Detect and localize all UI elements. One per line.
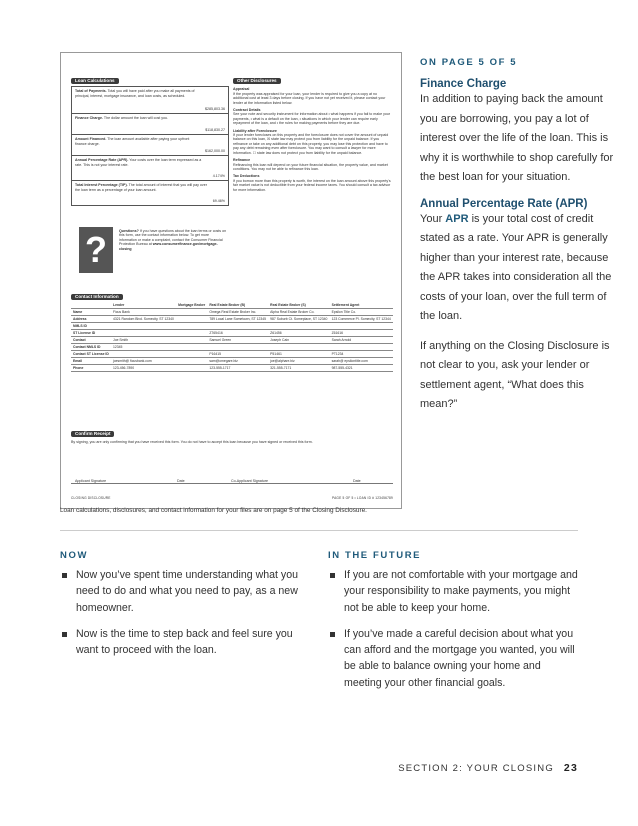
disclosure-block [233, 108, 393, 126]
apr-text-pre: Your [420, 212, 446, 225]
loan-calc-desc: The total amount of interest that you will pay over the loan term as a percentage of your loan amount. [75, 183, 207, 192]
list-item: If you’ve made a careful decision about what you can afford and the mortgage you wanted, you will be able to balance owning your home and meeting your other financial goals. [328, 626, 578, 691]
loan-calculations-table [71, 86, 229, 206]
apr-text-post: is your total cost of credit stated as a rate. Your APR is generally higher than your interest rate, because the APR takes into consideration all the costs of your loan, over the full term of the loan. [420, 212, 612, 322]
loan-calc-label: Finance Charge. [75, 116, 103, 121]
loan-calculations-tab: Loan Calculations [71, 78, 119, 84]
table-cell: P51461 [268, 351, 329, 358]
table-cell [207, 344, 268, 351]
questions-body: If you have questions about the loan terms or costs on this form, use the contact information below. To get more information or make a complaint, contact the Consumer Financial Protection Bureau at [119, 229, 227, 247]
table-row [71, 323, 393, 330]
table-cell [111, 351, 176, 358]
disclosure-title: Contract Details [233, 108, 261, 113]
table-cell: Phone [71, 365, 111, 372]
co-applicant-date-label: Date [353, 478, 361, 483]
disclosure-block [233, 174, 393, 192]
future-column [328, 550, 578, 701]
table-cell [330, 344, 393, 351]
sidebar-notes [420, 57, 620, 415]
disclosure-title: Liability after Foreclosure [233, 128, 277, 133]
table-cell: Address [71, 316, 111, 323]
list-item: Now is the time to step back and feel sure you want to proceed with the loan. [60, 626, 310, 659]
contact-column-header: Real Estate Broker (S) [268, 302, 329, 309]
disclosure-title: Tax Deductions [233, 174, 260, 179]
table-cell: sam@omegare.biz [207, 358, 268, 365]
table-row [71, 316, 393, 323]
contact-column-header: Real Estate Broker (B) [207, 302, 268, 309]
table-cell [111, 330, 176, 337]
table-cell: Z765416 [207, 330, 268, 337]
confirm-receipt-tab: Confirm Receipt [71, 431, 114, 437]
page-footer [398, 762, 578, 774]
table-cell [176, 351, 207, 358]
list-item: Now you’ve spent time understanding what you need to do and what you need to pay, as a new homeowner. [60, 567, 310, 616]
disclosure-body: If you borrow more than this property is worth, the interest on the loan amount above this property's fair market value is not deductible from your federal income taxes. You should consult a tax advisor for more information. [233, 178, 391, 192]
now-title: NOW [60, 550, 89, 561]
disclosure-block [233, 129, 393, 155]
loan-calc-desc: The loan amount available after paying your upfront finance charge. [75, 137, 190, 146]
loan-calc-value: 69.46% [212, 199, 225, 203]
loan-calc-value: $162,000.00 [205, 149, 225, 153]
table-row [71, 365, 393, 372]
table-cell: Samuel Green [207, 337, 268, 344]
loan-calc-row [72, 135, 228, 156]
table-cell: Name [71, 309, 111, 316]
table-cell: 123 Commerce Pl. Somecity, ST 12344 [330, 316, 393, 323]
table-cell: sarah@ epsilontitle.com [330, 358, 393, 365]
table-cell: Sarah Arnold [330, 337, 393, 344]
apr-highlight: APR [445, 212, 469, 225]
apr-heading: Annual Percentage Rate (APR) [420, 197, 588, 210]
table-cell [268, 344, 329, 351]
loan-calc-label: Total Interest Percentage (TIP). [75, 183, 128, 188]
table-cell: 987 Suburb Ct. Someplace, ST 12340 [268, 316, 329, 323]
loan-calc-desc: Total you will have paid after you make all payments of principal, interest, mortgage insurance, and loan costs, as scheduled. [75, 89, 195, 98]
table-cell [176, 365, 207, 372]
table-cell [207, 323, 268, 330]
loan-calc-label: Annual Percentage Rate (APR). [75, 158, 129, 163]
table-cell: Omega Real Estate Broker Inc. [207, 309, 268, 316]
disclosure-body: If the property was appraised for your loan, your lender is required to give you a copy at no additional cost at least 3 days before closing. If you have not yet received it, please contact your lender at the information listed below. [233, 91, 386, 105]
confirm-receipt-text: By signing, you are only confirming that you have received this form. You do not have to accept this loan because you have signed or received this form. [71, 440, 313, 445]
question-mark-icon: ? [79, 227, 113, 273]
disclosure-body: See your note and security instrument for information about • what happens if you fail to make your payments, • what is a default on the loan, • situations in which your lender can require early repayment of the loan, and • the rules for making payments before they are due. [233, 112, 391, 126]
finance-charge-heading: Finance Charge [420, 78, 507, 90]
table-cell: joe@alphare.biz [268, 358, 329, 365]
questions-lead: Questions? [119, 229, 139, 233]
contact-column-header: Lender [111, 302, 176, 309]
form-footer-left: CLOSING DISCLOSURE [71, 495, 111, 500]
table-row [71, 309, 393, 316]
future-list [328, 567, 578, 691]
future-title: IN THE FUTURE [328, 550, 422, 561]
table-row [71, 351, 393, 358]
table-cell: 4321 Random Blvd. Somecity, ST 12340 [111, 316, 176, 323]
table-cell: Contact NMLS ID [71, 344, 111, 351]
loan-calc-desc: Your costs over the loan term expressed as a rate. This is not your interest rate. [75, 158, 202, 167]
table-cell [176, 358, 207, 365]
section-label: SECTION 2: YOUR CLOSING [398, 763, 554, 774]
list-item: If you are not comfortable with your mortgage and your responsibility to make payments, you might not be able to keep your home. [328, 567, 578, 616]
loan-calc-label: Amount Financed. [75, 137, 107, 142]
loan-calc-value: $118,830.27 [205, 128, 225, 132]
table-cell [111, 323, 176, 330]
table-cell: 789 Local Lane Sometown, ST 12345 [207, 316, 268, 323]
applicant-date-label: Date [177, 478, 185, 483]
now-column [60, 550, 310, 668]
table-cell: Alpha Real Estate Broker Co. [268, 309, 329, 316]
table-cell: Epsilon Title Co. [330, 309, 393, 316]
section-divider [60, 530, 578, 531]
contact-information-section [71, 294, 393, 372]
table-cell [176, 316, 207, 323]
sidebar-eyebrow: ON PAGE 5 OF 5 [420, 57, 518, 68]
table-cell: 12345 [111, 344, 176, 351]
applicant-signature-label: Applicant Signature [75, 478, 107, 483]
table-cell [330, 323, 393, 330]
table-cell [176, 309, 207, 316]
table-cell: P16415 [207, 351, 268, 358]
loan-calc-value: $285,803.36 [205, 107, 225, 111]
loan-calc-row [72, 156, 228, 181]
finance-charge-text: In addition to paying back the amount you are borrowing, you pay a lot of interest over the life of the loan. This is why it is worthwhile to shop carefully for the best loan for your situation. [420, 93, 614, 183]
contact-table [71, 302, 393, 372]
loan-calc-label: Total of Payments. [75, 89, 107, 94]
table-row [71, 344, 393, 351]
loan-calc-row [72, 181, 228, 205]
contact-column-header: Mortgage Broker [176, 302, 207, 309]
questions-text [119, 229, 227, 251]
contact-information-tab: Contact Information [71, 294, 123, 300]
table-cell: NMLS ID [71, 323, 111, 330]
table-cell: 123-456-7890 [111, 365, 176, 372]
apr-text [420, 210, 620, 327]
disclosure-title: Refinance [233, 158, 251, 163]
page-number: 23 [563, 762, 578, 774]
table-cell: Z61616 [330, 330, 393, 337]
co-applicant-signature-label: Co-Applicant Signature [231, 478, 268, 483]
form-footer-right: PAGE 5 OF 5 • LOAN ID # 123456789 [332, 495, 393, 500]
table-cell: joesmith@ ficusbank.com [111, 358, 176, 365]
closing-question-text: If anything on the Closing Disclosure is not clear to you, ask your lender or settlement agent, “What does this mean?” [420, 339, 610, 410]
loan-calc-value: 4.174% [212, 174, 225, 178]
disclosure-block [233, 158, 393, 171]
other-disclosures-tab: Other Disclosures [233, 78, 281, 84]
cfpb-url: www.consumerfinance.gov/mortgage-closing [119, 242, 218, 251]
confirm-receipt-section [71, 431, 393, 500]
table-cell [268, 323, 329, 330]
table-cell [176, 337, 207, 344]
contact-column-header: Settlement Agent [330, 302, 393, 309]
signature-lines [71, 457, 393, 484]
table-cell: Joseph Cain [268, 337, 329, 344]
loan-calc-row [72, 114, 228, 135]
figure-caption: Loan calculations, disclosures, and contact information for your files are on page 5 of the Closing Disclosure. [60, 507, 367, 514]
loan-calc-row [72, 87, 228, 114]
table-cell [176, 323, 207, 330]
table-cell: 123-555-1717 [207, 365, 268, 372]
form-footer [71, 496, 393, 500]
table-cell: Joe Smith [111, 337, 176, 344]
table-cell: Contact ST License ID [71, 351, 111, 358]
now-list [60, 567, 310, 658]
loan-calc-desc: The dollar amount the loan will cost you. [102, 116, 169, 121]
table-row [71, 358, 393, 365]
table-cell [176, 330, 207, 337]
table-row [71, 330, 393, 337]
questions-box [71, 223, 229, 275]
table-cell: Email [71, 358, 111, 365]
disclosure-body: Refinancing this loan will depend on your future financial situation, the property value, and market conditions. You may not be able to refinance this loan. [233, 162, 388, 171]
table-cell: Z61456 [268, 330, 329, 337]
loan-calculations-section [71, 78, 229, 206]
table-cell [176, 344, 207, 351]
table-cell: Contact [71, 337, 111, 344]
table-cell: 321-555-7171 [268, 365, 329, 372]
closing-disclosure-page5-image [60, 52, 402, 509]
disclosure-title: Appraisal [233, 87, 250, 92]
table-cell: 987-555-4321 [330, 365, 393, 372]
table-row [71, 337, 393, 344]
disclosure-block [233, 87, 393, 105]
disclosure-body: If your lender forecloses on this property and the foreclosure does not cover the amount of unpaid balance on this loan, ☒ state law may protect you from liability for the unpaid balance. If you refinance or take on any additional debt on this property, you may lose this protection and have to pay any debt remaining even after foreclosure. You may want to consult a lawyer for more information. ☐ state law does not protect you from liability for the unpaid balance. [233, 133, 389, 155]
table-cell: Ficus Bank [111, 309, 176, 316]
other-disclosures-section [233, 78, 393, 192]
table-cell: ST License ID [71, 330, 111, 337]
table-cell: PT1234 [330, 351, 393, 358]
